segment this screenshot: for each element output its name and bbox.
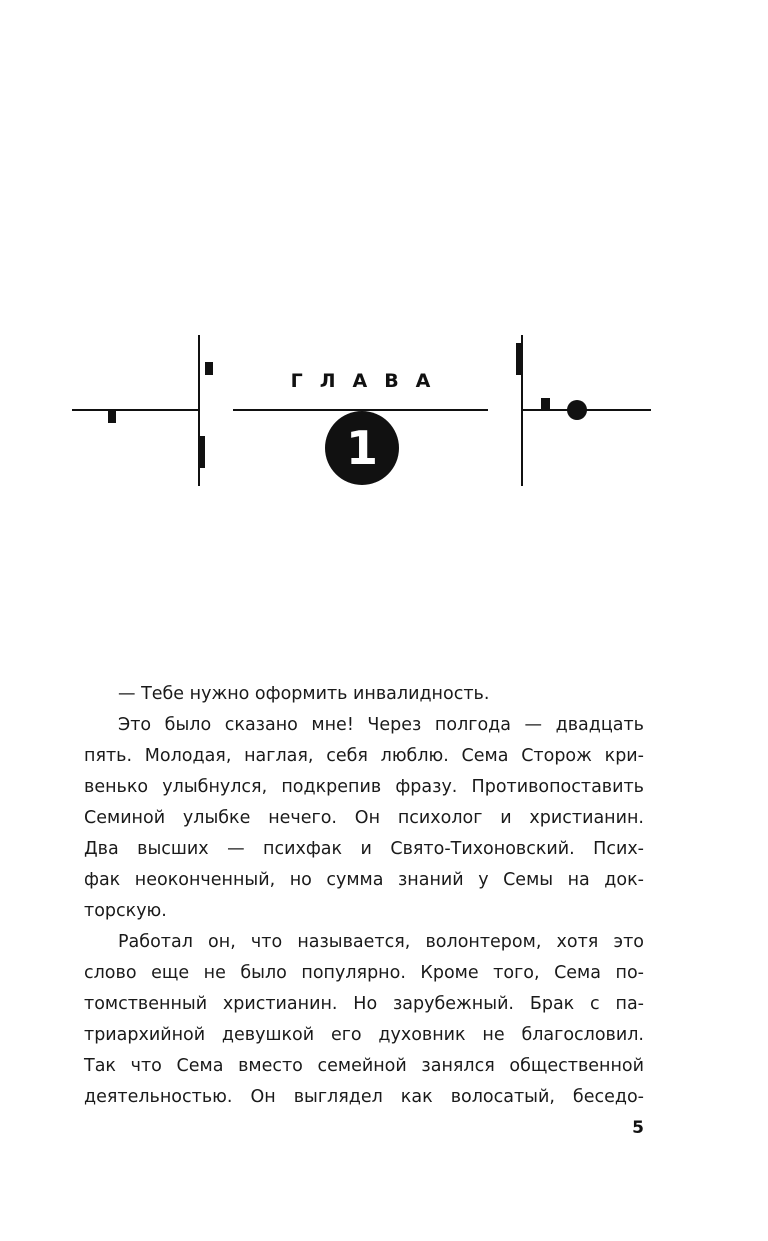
text-line: — Тебе нужно оформить инвалидность. bbox=[118, 684, 490, 704]
ornament-bar-left bbox=[199, 436, 205, 468]
ornament-dot bbox=[567, 400, 587, 420]
text-line: томственный христианин. Но зарубежный. Брак с па- bbox=[84, 994, 644, 1014]
text-line: венько улыбнулся, подкрепив фразу. Противопоставить bbox=[84, 777, 644, 797]
ornament-mark-upper-left bbox=[205, 362, 213, 375]
text-line: Работал он, что называется, волонтером, хотя это bbox=[118, 932, 644, 952]
ornament-bar-right bbox=[516, 343, 522, 375]
text-line: деятельностью. Он выглядел как волосатый, беседо- bbox=[84, 1087, 644, 1107]
chapter-number: 1 bbox=[345, 421, 378, 475]
text-line: Так что Сема вместо семейной занялся общественной bbox=[84, 1056, 644, 1076]
text-line: слово еще не было популярно. Кроме того, Сема по- bbox=[84, 963, 644, 983]
text-line: триархийной девушкой его духовник не благословил. bbox=[84, 1025, 644, 1045]
text-line: Семиной улыбке нечего. Он психолог и христианин. bbox=[84, 808, 644, 828]
paragraph-2 bbox=[84, 710, 644, 927]
text-line: Два высших — психфак и Свято-Тихоновский. Псих- bbox=[84, 839, 644, 859]
ornament-mark-left bbox=[108, 409, 116, 423]
ornament-mark-right bbox=[541, 398, 550, 409]
text-line: торскую. bbox=[84, 901, 167, 921]
paragraph-3 bbox=[84, 927, 644, 1113]
paragraph-1 bbox=[84, 679, 644, 710]
body-text bbox=[84, 679, 644, 1113]
chapter-label: ГЛАВА bbox=[290, 370, 448, 392]
text-line: фак неоконченный, но сумма знаний у Семы на док- bbox=[84, 870, 644, 890]
text-line: пять. Молодая, наглая, себя люблю. Сема Сторож кри- bbox=[84, 746, 644, 766]
chapter-number-badge bbox=[325, 411, 399, 485]
text-line: Это было сказано мне! Через полгода — двадцать bbox=[118, 715, 644, 735]
page-number: 5 bbox=[632, 1118, 644, 1138]
